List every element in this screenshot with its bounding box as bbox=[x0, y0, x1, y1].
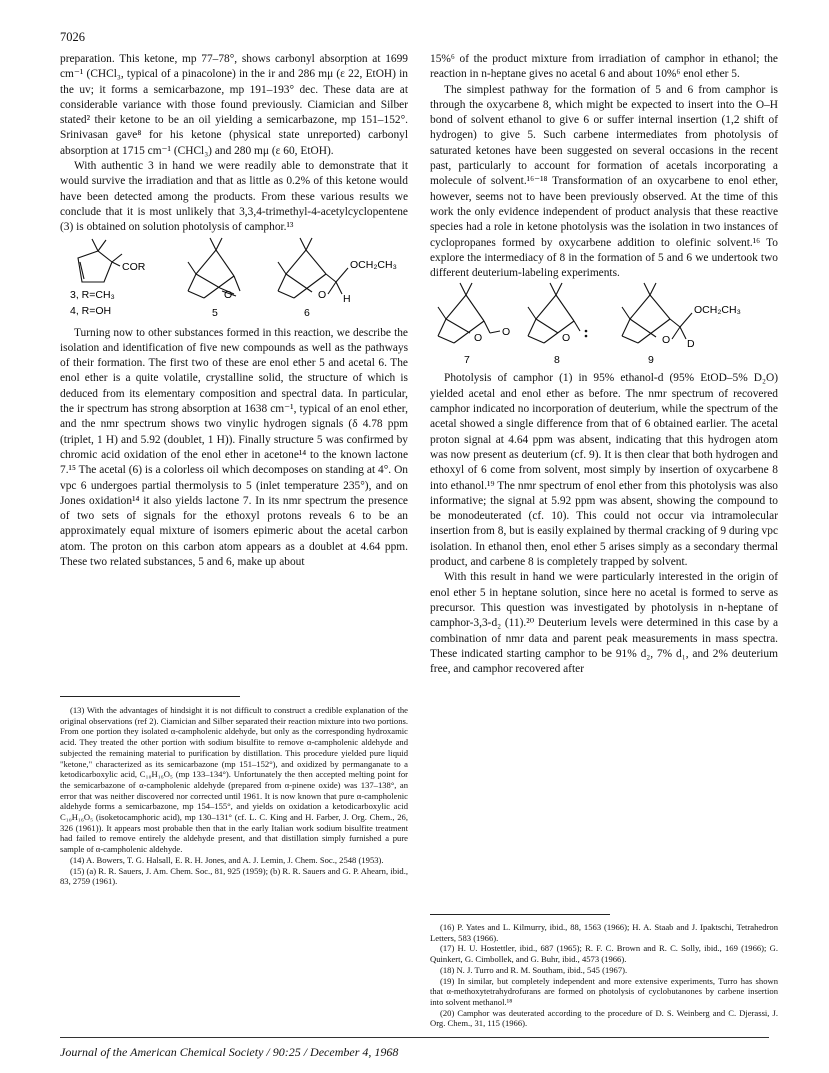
deuterated-acetal-9-structure bbox=[622, 283, 692, 343]
left-column bbox=[60, 52, 408, 570]
lactone-7-structure bbox=[438, 283, 500, 343]
structures-3-4-5-6 bbox=[60, 236, 408, 320]
oxycarbene-8-structure bbox=[528, 283, 580, 343]
compound-8-number: 8 bbox=[554, 354, 560, 366]
compound-7-number: 7 bbox=[464, 354, 470, 366]
deuterium-label: D bbox=[687, 338, 695, 351]
enol-ether-5-structure bbox=[188, 238, 240, 298]
right-paragraph-2: The simplest pathway for the formation of 5 and 6 from camphor is through the oxycarbene 8, which might be expected to insert into the O–H bond of solvent ethanol to give 6 or suffer internal insertion (1,2 shift of hydrogen) to give 5. Such carbene intermediates from photolysis of saturated ketones have been suggested on several occasions in the recent past, particularly to account for formation of acetals incorporating a molecule of solvent.¹⁶⁻¹⁸ Transformation of an oxycarbene to enol ether, however, seems not to have been previously observed. At the time of this work the only evidence independent of product analysis that these reactive species had a role in ketone photolysis was the isolation in two instances of cyclopropanes formed by oxycarbene addition to olefinic solvent.¹⁶ To explore the intermediacy of 8 in the formation of 5 and 6 we undertook two different deuterium-labeling experiments. bbox=[430, 83, 778, 280]
acetal-6-structure bbox=[278, 238, 348, 298]
right-paragraph-4: With this result in hand we were particularly interested in the origin of enol ether 5 in heptane solution, since here no acetal is formed to serve as precursor. This question was investigated by photolysis in n-heptane of camphor-3,3-d₂ (11).²⁰ Deuterium levels were determined in this case by a combination of nmr data and parent peak measurements in mass spectra. These indicated starting camphor to be 91% d₂, 7% d₁, and 2% deuterium free, and camphor recovered after bbox=[430, 571, 778, 676]
structures-7-8-9 bbox=[430, 281, 778, 365]
right-paragraph-3: Photolysis of camphor (1) in 95% ethanol-d (95% EtOD–5% D₂O) yielded acetal and enol ether as before. The nmr spectrum of recovered camphor indicated no incorporation of deuterium, while the spectrum of the acetal showed a single difference from that of 6 obtained earlier. The acetal proton signal at 4.64 ppm was absent, indicating that this hydrogen atom was now present as deuterium (cf. 9). It is then clear that both hydrogen and ethoxyl of 6 come from solvent, most simply by insertion of oxycarbene 8 into ethanol.¹⁹ The nmr spectrum of enol ether from this photolysis was also informative; the signal at 5.92 ppm was absent, showing the compound to be monodeuterated (cf. 10). This could not occur via intramolecular insertion from 8, but is easily explained by thermal cracking of 9 during vpc isolation. In ethanol then, enol ether 5 arises simply as a secondary thermal product, and carbene 8 is completely trapped by solvent. bbox=[430, 372, 778, 569]
journal-citation: Journal of the American Chemical Society / 90:25 / December 4, 1968 bbox=[60, 1045, 399, 1059]
ethoxy-label-9: OCH₂CH₃ bbox=[694, 304, 741, 317]
ring-oxygen-5: O bbox=[224, 288, 233, 301]
lactone-carbonyl-oxygen: O bbox=[502, 326, 511, 339]
lactone-ring-oxygen: O bbox=[474, 332, 483, 345]
footnote-15: (15) (a) R. R. Sauers, J. Am. Chem. Soc., 81, 925 (1959); (b) R. R. Sauers and G. P. Ahearn, ibid., 83, 2759 (1961). bbox=[60, 865, 408, 887]
footnote-rule-right bbox=[430, 914, 610, 915]
footnotes-left bbox=[60, 705, 408, 887]
footnote-17: (17) H. U. Hostettler, ibid., 687 (1965); R. F. C. Brown and R. C. Solly, ibid., 169 (1966); G. Quinkert, G. Cimbollek, and G. Buhr, ibid., 4573 (1966). bbox=[430, 943, 778, 965]
cor-label: COR bbox=[122, 260, 146, 273]
journal-footer bbox=[60, 1045, 769, 1060]
compound-6-number: 6 bbox=[304, 306, 310, 319]
footnote-rule-left bbox=[60, 696, 240, 697]
acetal-ring-oxygen-9: O bbox=[662, 334, 671, 347]
compound-4-label: 4, R=OH bbox=[70, 304, 112, 317]
page-number: 7026 bbox=[60, 30, 85, 44]
left-paragraph-3: Turning now to other substances formed in this reaction, we describe the isolation and identification of five new compounds as well as the pathways of their formation. The first two of these are enol ether 5 and acetal 6. The enol ether is a quite volatile, crystalline solid, the structure of which is deduced from its elementary composition and spectral data. In particular, the ir spectrum has strong absorption at 1638 cm⁻¹, typical of an enol ether, and the nmr spectrum shows two vinylic hydrogen signals (δ 4.78 ppm (triplet, 1 H) and 5.92 (doublet, 1 H)). Finally structure 5 was confirmed by chromic acid oxidation of the enol ether in acetone¹⁴ to the known lactone 7.¹⁵ The acetal (6) is a colorless oil which decomposes on standing at 4°. On vpc 6 undergoes partial thermolysis to 5 (inlet temperature 235°), and on Jones oxidation¹⁴ it also yields lactone 7. In its nmr spectrum the presence of two sets of signals for the ethoxyl protons reveals 6 to be an approximately equal mixture of isomers epimeric about the acetal carbon atom. The proton on this carbon atom appears as a doublet at 4.64 ppm. These two related substances, 5 and 6, make up about bbox=[60, 326, 408, 569]
left-paragraph-1: preparation. This ketone, mp 77–78°, shows carbonyl absorption at 1699 cm⁻¹ (CHCl₃, typical of a pinacolone) in the ir and 286 mμ (ε 22, EtOH) in the uv; it forms a semicarbazone, mp 191–193° dec. These data are at considerable variance with those found previously. Ciamician and Silber stated² their ketone to be an oil yielding a semicarbazone, mp 151–152°. Srinivasan gave⁸ for his ketone (physical state unreported) carbonyl absorption at 1715 cm⁻¹ (CHCl₃) and 280 mμ (ε 60, EtOH). bbox=[60, 53, 408, 157]
right-paragraph-1: 15%⁶ of the product mixture from irradiation of camphor in ethanol; the reaction in n-heptane gives no acetal 6 and about 10%⁶ enol ether 5. bbox=[430, 53, 778, 81]
right-column bbox=[430, 52, 778, 677]
footnote-14: (14) A. Bowers, T. G. Halsall, E. R. H. Jones, and A. J. Lemin, J. Chem. Soc., 2548 (1953). bbox=[70, 854, 384, 865]
footnotes-right bbox=[430, 922, 778, 1029]
footnote-20: (20) Camphor was deuterated according to the procedure of D. S. Weinberg and C. Djerassi, J. Org. Chem., 31, 115 (1966). bbox=[430, 1007, 778, 1029]
compound-5-number: 5 bbox=[212, 306, 218, 319]
ring-oxygen-6: O bbox=[318, 288, 327, 301]
footnote-19: (19) In similar, but completely independent and more extensive experiments, Turro has shown that α-methoxytetrahydrofurans are formed on photolysis of cyclobutanones by carbene insertion into solvent methanol.¹⁸ bbox=[430, 975, 778, 1007]
footnote-18: (18) N. J. Turro and R. M. Southam, ibid., 545 (1967). bbox=[440, 964, 628, 975]
ethoxy-label: OCH₂CH₃ bbox=[350, 258, 397, 271]
footnote-13: (13) With the advantages of hindsight it is not difficult to construct a credible explanation of the original observations (ref 2). Ciamician and Silber separated their reaction mixture into two portions. From one portion they isolated α-campholenic aldehyde, but only as the corresponding hydroxamic acid. They treated the other portion with sodium bisulfite to remove α-campholenic aldehyde and subjected the remaining material to purification by distillation. This procedure yielded pure liquid "ketone," characterized as its semicarbazone (mp 151–152°), and oxidized by permanganate to a ketodicarboxylic acid, C₁₀H₁₆O₅ (mp 133–134°). Unfortunately the then accepted melting point for the semicarbazone of α-campholenic aldehyde (prepared from α-pinene oxide) was 137–138°, an error that was neither discovered nor corrected until 1961. It is now known that pure α-campholenic aldehyde forms a semicarbazone, mp 154–155°, and yields on oxidation a ketodicarboxylic acid C₁₀H₁₆O₅ (isoketocamphoric acid), mp 130–131° (cf. L. C. King and H. Farber, J. Org. Chem., 26, 326 (1961)). It appears most probable then that in the early Italian work sodium bisulfite treatment had failed to remove entirely the aldehyde present, and that distillation simply furnished a pure sample of α-campholenic aldehyde. bbox=[60, 705, 408, 855]
footer-rule bbox=[60, 1037, 769, 1038]
footnote-16: (16) P. Yates and L. Kilmurry, ibid., 88, 1563 (1966); H. A. Staab and J. Ipaktschi, Tetrahedron Letters, 583 (1966). bbox=[430, 922, 778, 943]
compound-3-label: 3, R=CH₃ bbox=[70, 288, 115, 301]
compound-9-number: 9 bbox=[648, 354, 654, 366]
oxycarbene-ring-oxygen: O bbox=[562, 332, 571, 345]
left-paragraph-2: With authentic 3 in hand we were readily able to demonstrate that it would survive the irradiation and that as little as 0.2% of this ketone would have been detected among the products. From these various results we conclude that it is most unlikely that 3,3,4-trimethyl-4-acetylcyclopentene (3) is obtained on solution photolysis of camphor.¹³ bbox=[60, 160, 408, 234]
hydrogen-label: H bbox=[343, 292, 351, 305]
